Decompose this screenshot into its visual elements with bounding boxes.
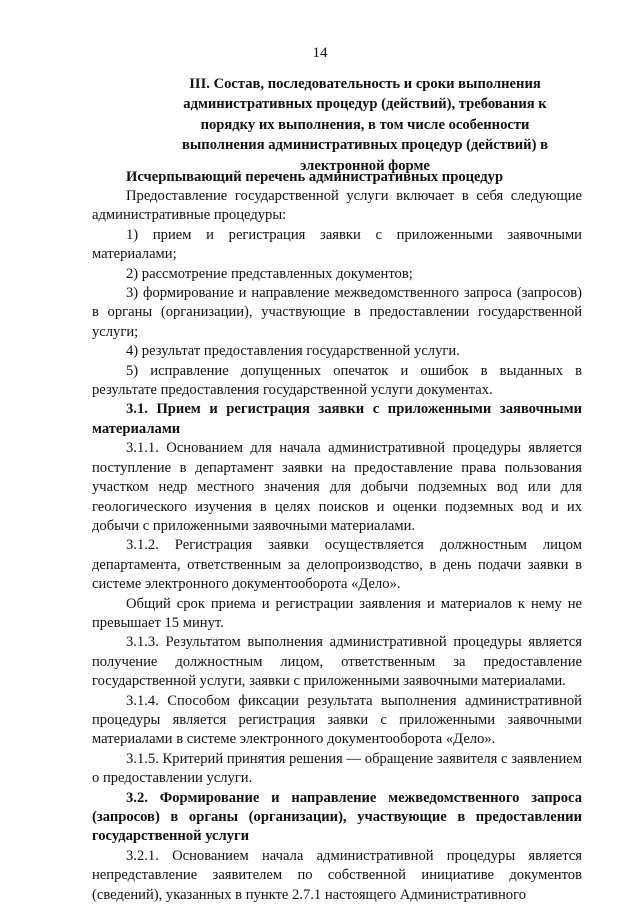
list-item: 1) прием и регистрация заявки с приложенными заявочными материалами; xyxy=(92,226,582,263)
page-number: 14 xyxy=(312,45,328,61)
section-heading: 3.2. Формирование и направление межведомственного запроса (запросов) в органы (организации), участвующие в предоставлении государственной услуги xyxy=(92,789,582,845)
paragraph: Общий срок приема и регистрации заявления и материалов к нему не превышает 15 минут. xyxy=(92,595,582,631)
paragraph: 3.1.3. Результатом выполнения административной процедуры является получение должностным лицом, ответственным за предоставление государственной услуги, заявки с приложенными заявочными материалами. xyxy=(92,634,582,690)
paragraph: 3.2.1. Основанием начала административной процедуры является непредставление заявителем по собственной инициативе документов (сведений), указанных в пункте 2.7.1 настоящего Административного xyxy=(92,847,582,903)
paragraph: Предоставление государственной услуги включает в себя следующие административные процедуры: xyxy=(92,188,582,224)
list-item: 5) исправление допущенных опечаток и ошибок в выданных в результате предоставления государственной услуги документах. xyxy=(92,362,582,399)
section-heading: 3.1. Прием и регистрация заявки с приложенными заявочными материалами xyxy=(92,401,582,437)
list-item: 2) рассмотрение представленных документов; xyxy=(126,265,413,282)
body-text xyxy=(92,187,582,905)
paragraph: 3.1.2. Регистрация заявки осуществляется должностным лицом департамента, ответственным за делопроизводство, в день подачи заявки в системе электронного документооборота «Дело». xyxy=(92,537,582,593)
subheading: Исчерпывающий перечень административных процедур xyxy=(126,169,504,185)
section-title: III. Состав, последовательность и сроки выполнения административных процедур (действий), требования к порядку их выполнения, в том числе особенности выполнения административных процедур (действий) в электронной форме xyxy=(182,76,548,174)
paragraph: 3.1.1. Основанием для начала административной процедуры является поступление в департамент заявки на предоставление права пользования участком недр местного значения для добычи подземных вод или для геологического изучения в целях поисков и оценки подземных вод и их добычи с приложенными заявочными материалами. xyxy=(92,440,582,534)
list-item: 4) результат предоставления государственной услуги. xyxy=(126,343,460,360)
paragraph: 3.1.4. Способом фиксации результата выполнения административной процедуры является регистрация заявки с приложенными заявочными материалами в системе электронного документооборота «Дело». xyxy=(92,692,582,748)
list-item: 3) формирование и направление межведомственного запроса (запросов) в органы (организации), участвующие в предоставлении государственной услуги; xyxy=(92,285,582,340)
paragraph: 3.1.5. Критерий принятия решения — обращение заявителя с заявлением о предоставлении услуги. xyxy=(92,750,582,787)
